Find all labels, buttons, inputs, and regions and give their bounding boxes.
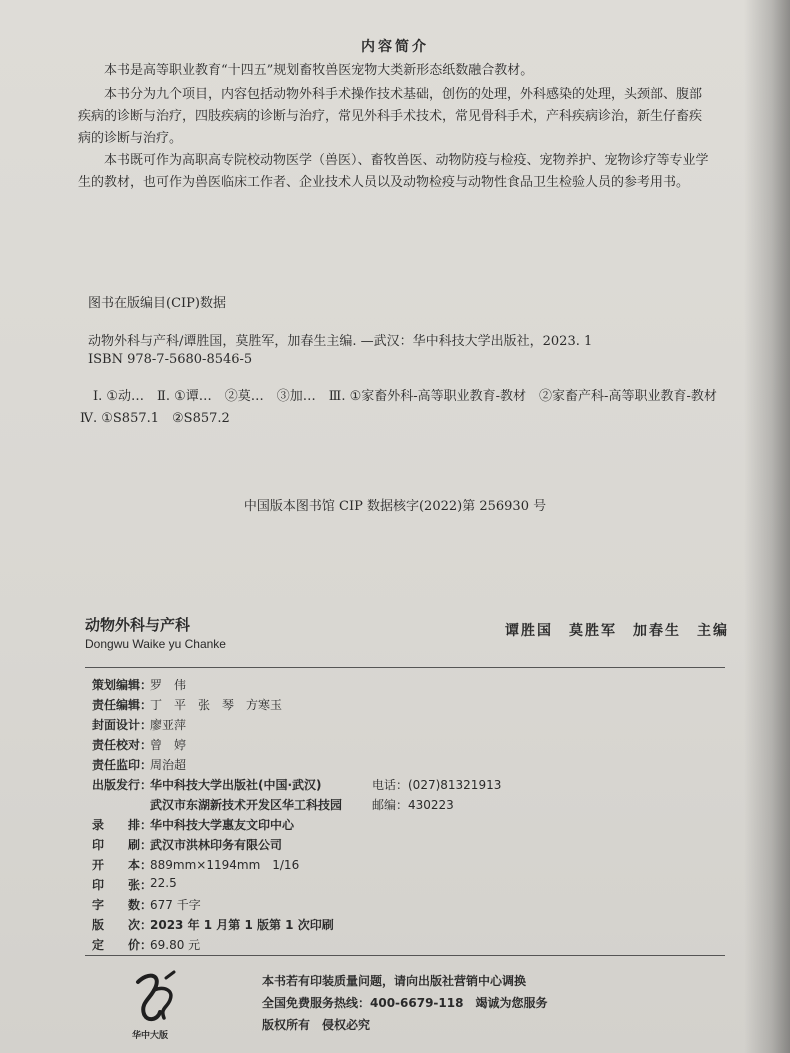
production-value-sheets: 22.5 xyxy=(150,876,177,890)
production-label-format: 开 本： xyxy=(92,858,153,872)
production-label-edition: 版 次： xyxy=(92,918,153,932)
production-label-printing: 印 刷： xyxy=(92,838,153,852)
production-value-wordcount: 677 千字 xyxy=(150,898,201,912)
credit-value-cover: 廖亚萍 xyxy=(150,718,187,732)
production-label-price: 定 价： xyxy=(92,938,153,952)
book-editors: 谭胜国 莫胜军 加春生 主编 xyxy=(505,623,729,639)
publisher-logo-icon xyxy=(130,968,182,1026)
book-pinyin: Dongwu Waike yu Chanke xyxy=(85,637,226,651)
publisher-address: 武汉市东湖新技术开发区华工科技园 xyxy=(150,798,343,812)
notice-quality: 本书若有印装质量问题，请向出版社营销中心调换 xyxy=(262,974,527,988)
book-title: 动物外科与产科 xyxy=(85,616,191,634)
credit-value-proofread: 曾 婷 xyxy=(150,738,187,752)
production-label-wordcount: 字 数： xyxy=(92,898,153,912)
intro-title: 内容简介 xyxy=(361,39,429,55)
credit-label-cover: 封面设计： xyxy=(92,718,153,732)
publisher-name: 华中科技大学出版社(中国·武汉) xyxy=(150,778,322,792)
intro-paragraph-3: 本书既可作为高职高专院校动物医学（兽医）、畜牧兽医、动物防疫与检疫、宠物养护、宠物诊疗等专业学生的教材，也可作为兽医临床工作者、企业技术人员以及动物检疫与动物性食品卫生检验人员的参考用书。 xyxy=(78,153,709,190)
divider-bottom xyxy=(85,955,725,956)
intro-paragraph-1: 本书是高等职业教育“十四五”规划畜牧兽医宠物大类新形态纸数融合教材。 xyxy=(104,63,534,78)
publisher-logo-text: 华中大版 xyxy=(132,1031,169,1041)
cip-classification: Ⅰ. ①动… Ⅱ. ①谭… ②莫… ③加… Ⅲ. ①家畜外科-高等职业教育-教材 ②家畜产科-高等职业教育-教材 Ⅳ. ①S857.1 ②S857.2 xyxy=(80,389,730,426)
credit-label-print-supervisor: 责任监印： xyxy=(92,758,153,772)
production-value-typeset: 华中科技大学惠友文印中心 xyxy=(150,818,295,832)
cip-number: 中国版本图书馆 CIP 数据核字(2022)第 256930 号 xyxy=(243,499,547,514)
cip-heading: 图书在版编目(CIP)数据 xyxy=(88,296,226,311)
cip-isbn: ISBN 978-7-5680-8546-5 xyxy=(88,352,253,367)
credit-label-planning: 策划编辑： xyxy=(92,678,153,692)
publisher-postcode: 邮编：430223 xyxy=(372,798,454,812)
notice-hotline: 全国免费服务热线：400-6679-118 竭诚为您服务 xyxy=(262,996,548,1010)
production-value-printing: 武汉市洪林印务有限公司 xyxy=(150,838,283,852)
intro-paragraph-2: 本书分为九个项目，内容包括动物外科手术操作技术基础，创伤的处理，外科感染的处理，头颈部、腹部疾病的诊断与治疗，四肢疾病的诊断与治疗，常见外科手术技术，常见骨科手术，产科疾病诊治，新生仔畜疾病的诊断与治疗。 xyxy=(78,87,703,146)
credit-value-print-supervisor: 周治超 xyxy=(150,758,187,772)
page-edge-shadow xyxy=(744,0,790,1053)
publisher-phone: 电话：(027)81321913 xyxy=(372,778,502,792)
production-value-edition: 2023 年 1 月第 1 版第 1 次印刷 xyxy=(150,918,334,932)
production-value-price: 69.80 元 xyxy=(150,938,201,952)
notice-copyright: 版权所有 侵权必究 xyxy=(262,1018,371,1032)
production-label-typeset: 录 排： xyxy=(92,818,153,832)
publisher-label: 出版发行： xyxy=(92,778,153,792)
cip-title-line: 动物外科与产科/谭胜国，莫胜军，加春生主编. —武汉：华中科技大学出版社，2023. 1 xyxy=(88,334,593,349)
credit-value-planning: 罗 伟 xyxy=(150,678,187,692)
credit-label-editor: 责任编辑： xyxy=(92,698,153,712)
credit-value-editor: 丁 平 张 琴 方寒玉 xyxy=(150,698,283,712)
production-value-format: 889mm×1194mm 1/16 xyxy=(150,858,300,872)
production-label-sheets: 印 张： xyxy=(92,878,153,892)
divider-top xyxy=(85,667,725,668)
credit-label-proofread: 责任校对： xyxy=(92,738,153,752)
